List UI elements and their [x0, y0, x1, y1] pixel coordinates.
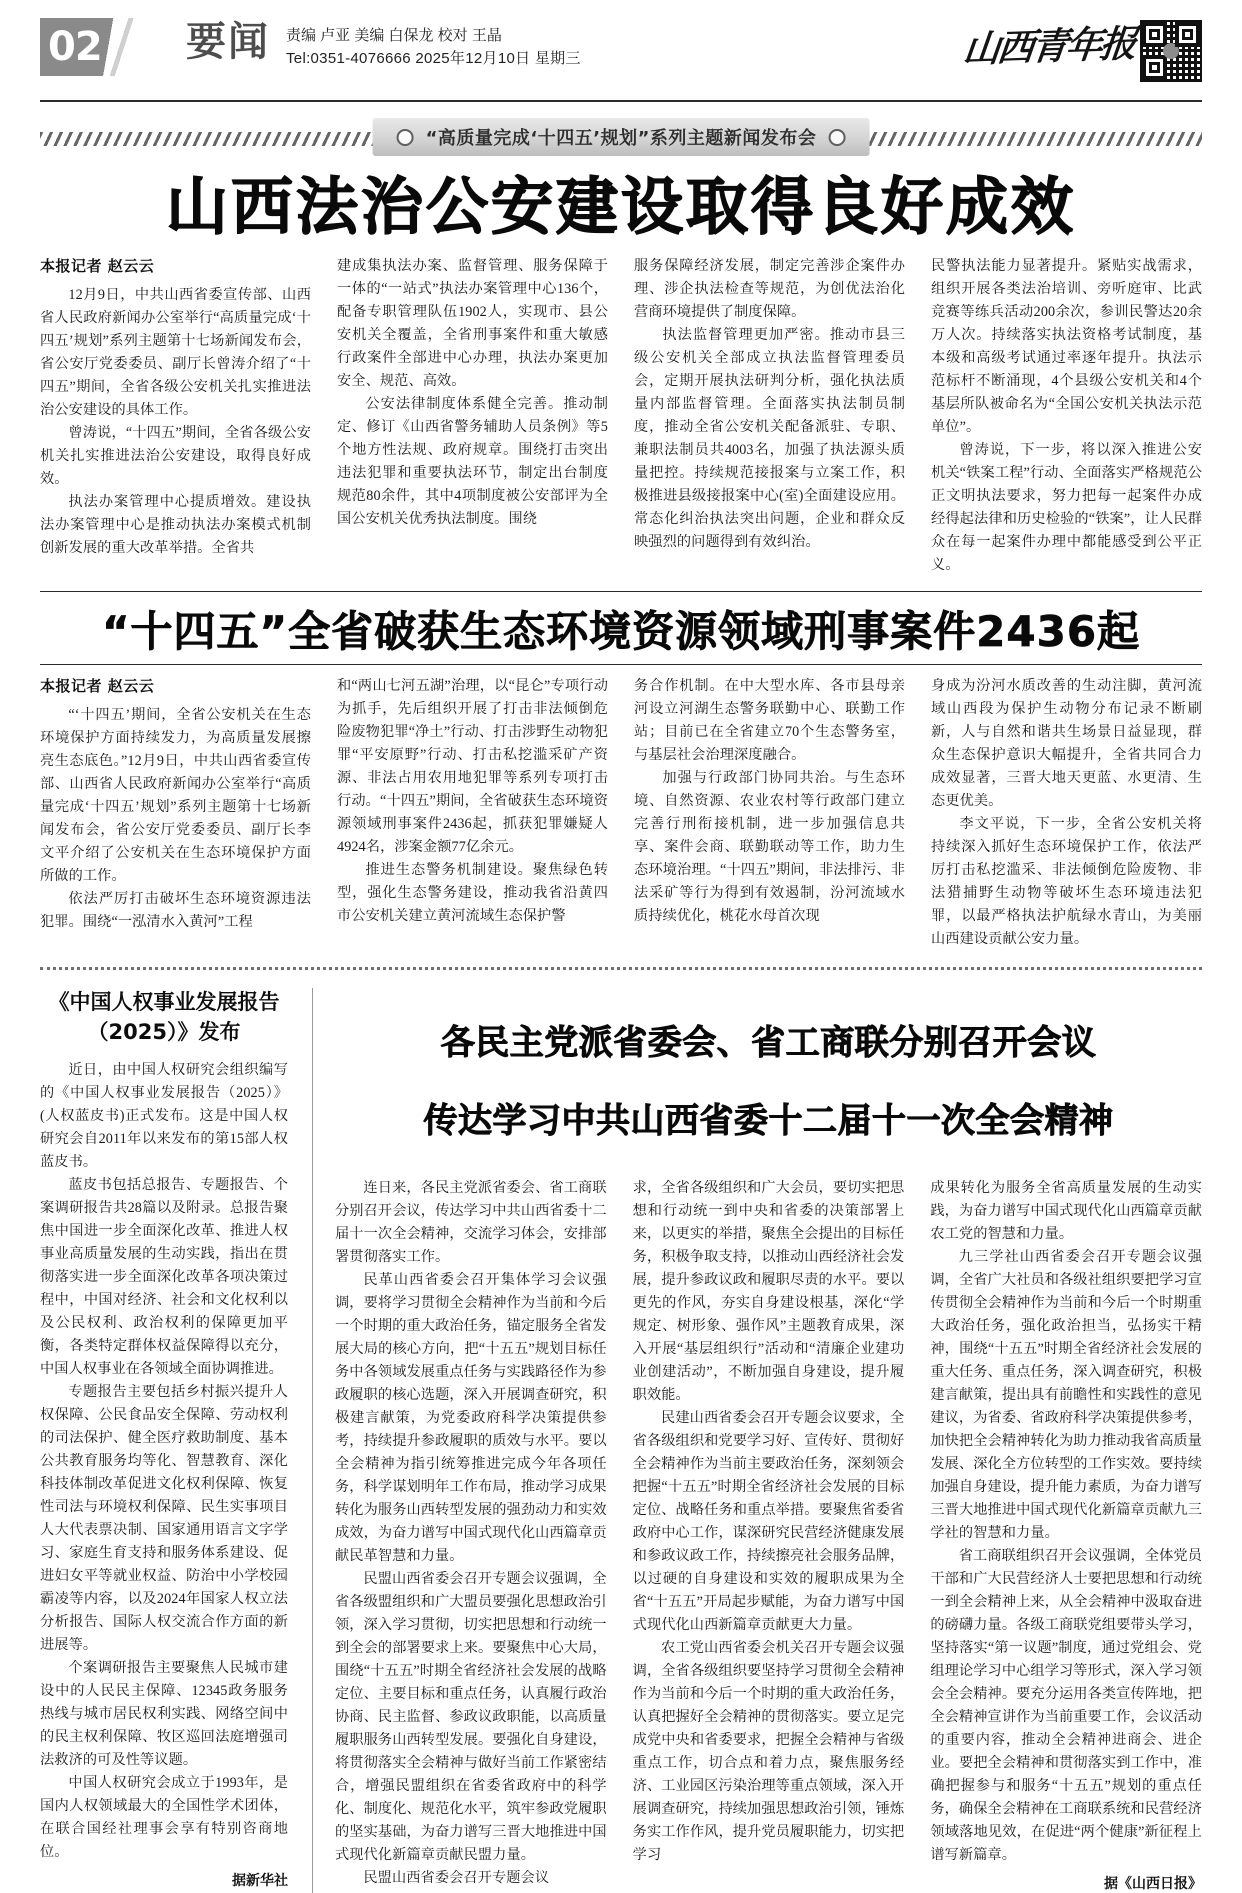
paper-logo: 山西青年报	[960, 21, 1137, 71]
sidebar-title: 《中国人权事业发展报告 （2025）》发布	[48, 990, 280, 1044]
sidebar-source: 据新华社	[232, 1873, 288, 1890]
paragraph: 民盟山西省委会召开专题会议	[363, 1870, 550, 1887]
paragraph: 农工党山西省委会机关召开专题会议强调，全省各级组织要坚持学习贯彻全会精神作为当前和今后一个时期的重大政治任务，认真把握好全会精神的贯彻落实。要立足完成党中央和省委要求，把握全会精神与省级重点工作，切合点和着力点，聚焦服务经济、工业园区污染治理等重点领域，深入开展调查研究，持续加强思想政治引领，锤炼务实工作作风，提升党员履职能力，切实把学习	[632, 1640, 905, 1864]
article-1-column-2	[337, 255, 608, 577]
article-1-column-1	[40, 255, 311, 577]
paragraph: 依法严厉打击破坏生态环境资源违法犯罪。围绕“一泓清水入黄河”工程	[40, 891, 311, 931]
article-3-column-3	[930, 1177, 1202, 1893]
paragraph: 中国人权研究会成立于1993年，是国内人权领域最大的全国性学术团体，在联合国经社理事会享有特别咨商地位。	[40, 1775, 288, 1861]
article-3-source: 据《山西日报》	[1103, 1876, 1202, 1893]
paragraph: 近日，由中国人权研究会组织编写的《中国人权事业发展报告（2025）》(人权蓝皮书)正式发布。这是中国人权研究会自2011年以来发布的第15部人权蓝皮书。	[40, 1062, 288, 1171]
paragraph: 曾涛说，“十四五”期间，全省各级公安机关扎实推进法治公安建设，取得良好成效。	[40, 424, 311, 487]
paragraph: 李文平说，下一步，全省公安机关将持续深入抓好生态环境保护工作，依法严厉打击私挖滥采、非法倾倒危险废物、非法猎捕野生动物等破坏生态环境违法犯罪，以最严格执法护航绿水青山，为美丽山西建设贡献公安力量。	[931, 816, 1202, 948]
paragraph: 执法监督管理更加严密。推动市县三级公安机关全部成立执法监督管理委员会，定期开展执法研判分析，强化执法质量内部监督管理。全面落实执法制员制度，推动全省公安机关配备派驻、专职、兼职法制员共4003名，加强了执法源头质量把控。持续规范接报案与立案工作，积极推进县级接报案中心(室)全面建设应用。常态化纠治执法突出问题，企业和群众反映强烈的问题得到有效纠治。	[634, 326, 905, 550]
paragraph: 个案调研报告主要聚焦人民城市建设中的人民民主保障、12345政务服务热线与城市居民权利实践、网络空间中的民主权利保障、牧区巡回法庭增强司法救济的可及性等议题。	[40, 1660, 288, 1769]
paragraph: 民革山西省委会召开集体学习会议强调，要将学习贯彻全会精神作为当前和今后一个时期的重大政治任务，锚定服务全省发展大局的核心方向，把“十五五”规划目标任务中各领域发展重点任务与实践路径作为参政履职的核心选题，深入开展调查研究，积极建言献策，为党委政府科学决策提供参考，持续提升参政履职的质效与水平。要以全会精神为指引统筹推进完成今年各项任务，科学谋划明年工作布局，推动学习成果转化为服务山西转型发展的强劲动力和实效成效，为奋力谱写中国式现代化山西篇章贡献民革智慧和力量。	[335, 1272, 607, 1565]
qr-center-icon	[1163, 43, 1179, 59]
article-3-column-2	[633, 1177, 905, 1893]
paragraph: 执法办案管理中心提质增效。建设执法办案管理中心是推动执法办案模式机制创新发展的重大改革举措。全省共	[40, 493, 311, 556]
paragraph: 连日来，各民主党派省委会、省工商联分别召开会议，传达学习中共山西省委十二届十一次全会精神，交流学习体会，安排部署贯彻落实工作。	[335, 1180, 607, 1266]
paragraph: 加强与行政部门协同共治。与生态环境、自然资源、农业农村等行政部门建立完善行刑衔接机制，进一步加强信息共享、案件会商、联勤联动等工作，助力生态环境治理。“十四五”期间，非法排污、非法采矿等行为得到有效遏制，汾河流域水质持续优化，桃花水母首次现	[634, 770, 905, 925]
article-3-headline-line-1: 各民主党派省委会、省工商联分别召开会议	[440, 1023, 1097, 1064]
masthead-brand	[960, 18, 1202, 82]
article-1-body	[40, 255, 1202, 577]
paragraph: 专题报告主要包括乡村振兴提升人权保障、公民食品安全保障、劳动权利的司法保护、健全医疗救助制度、基本公共教育服务均等化、智慧教育、深化科技体制改革促进文化权利保障、恢复性司法与环境权利保障、民生实事项目人大代表票决制、国家通用语言文字学习、家庭生育支持和服务体系建设、促进妇女平等就业权益、防治中小学校园霸凌等内容，以及2024年国家人权立法分析报告、国际人权交流合作方面的新进展等。	[40, 1384, 288, 1654]
banner-pill	[373, 118, 870, 156]
article-2-underline	[40, 664, 1202, 665]
section-name: 要闻	[186, 18, 270, 65]
series-banner	[40, 118, 1202, 158]
qr-finder-icon	[1142, 55, 1167, 80]
paragraph: 九三学社山西省委会召开专题会议强调，全省广大社员和各级社组织要把学习宣传贯彻全会精神作为当前和今后一个时期重大政治任务，强化政治担当，弘扬实干精神，围绕“十五五”时期全省经济社会发展的重大任务、重点任务，深入调查研究，积极建言献策，提出具有前瞻性和实践性的意见建议，为省委、省政府科学决策提供参考，加快把全会精神转化为助力推动我省高质量发展、深化全方位转型的工作实效。要持续加强自身建设，提升能力素质，为奋力谱写三晋大地推进中国式现代化新篇章贡献九三学社的智慧和力量。	[930, 1249, 1202, 1542]
paragraph: 曾涛说，下一步，将以深入推进公安机关“铁案工程”行动、全面落实严格规范公正文明执法要求，努力把每一起案件办成经得起法律和历史检验的“铁案”，让人民群众在每一起案件办理中都能感受到公平正义。	[931, 441, 1202, 573]
bottom-section	[40, 988, 1202, 1893]
banner-text: “高质量完成‘十四五’规划”系列主题新闻发布会	[425, 128, 817, 149]
article-1-column-3	[634, 255, 905, 577]
page-number: 02	[48, 24, 102, 70]
article-1-column-4	[931, 255, 1202, 577]
article-2-column-4	[931, 675, 1202, 951]
paragraph: “‘十四五’期间，全省公安机关在生态环境保护方面持续发力，为高质量发展擦亮生态底色。”12月9日，中共山西省委宣传部、山西省人民政府新闻办公室举行“高质量完成‘十四五’规划”系列主题第十七场新闻发布会，省公安厅党委委员、副厅长李文平介绍了公安机关在生态环境保护方面所做的工作。	[40, 707, 311, 885]
paragraph: 民盟山西省委会召开专题会议强调，全省各级盟组织和广大盟员要强化思想政治引领，深入学习贯彻，切实把思想和行动统一到全会的部署要求上来。要聚焦中心大局，围绕“十五五”时期全省经济社会发展的战略定位、主要目标和重点任务，认真履行政治协商、民主监督、参政议政职能，以高质量履职服务山西转型发展。要强化自身建设，将贯彻落实全会精神与做好当前工作紧密结合，增强民盟组织在省委省政府中的科学化、制度化、规范化水平，筑牢参政党履职的坚实基础，为奋力谱写三晋大地推进中国式现代化新篇章贡献民盟力量。	[335, 1571, 607, 1864]
article-3-headline-line-2: 传达学习中共山西省委十二届十一次全会精神	[423, 1100, 1114, 1141]
article-1-headline: 山西法治公安建设取得良好成效	[165, 170, 1076, 243]
paragraph: 推进生态警务机制建设。聚焦绿色转型，强化生态警务建设，推动我省沿黄四市公安机关建立黄河流域生态保护警	[337, 862, 608, 925]
masthead	[40, 0, 1202, 96]
credits-line-1: 责编 卢亚 美编 白保龙 校对 王晶	[286, 27, 502, 44]
paragraph: 12月9日，中共山西省委宣传部、山西省人民政府新闻办公室举行“高质量完成‘十四五’规划”系列主题第十七场新闻发布会，省公安厅党委委员、副厅长曾涛介绍了“十四五”期间，全省各级公安机关扎实推进法治公安建设的具体工作。	[40, 286, 311, 418]
article-2-column-1	[40, 675, 311, 951]
article-3-column-1	[335, 1177, 607, 1893]
masthead-credits	[286, 24, 581, 71]
paragraph: 民建山西省委会召开专题会议要求，全省各级组织和党要学习好、宣传好、贯彻好全会精神作为当前主要政治任务，深刻领会把握“十五五”时期全省经济社会发展的目标定位、战略任务和重点举措。要聚焦省委省政府中心工作，谋深研究民营经济健康发展和参政议政工作，持续擦亮社会服务品牌，以过硬的自身建设和实效的履职成果为全省“十五五”开局起步赋能，为奋力谱写中国式现代化山西新篇章贡献更大力量。	[632, 1410, 905, 1634]
article-2-column-2	[337, 675, 608, 951]
diamond-mark-icon	[397, 129, 414, 146]
section-divider-1	[40, 591, 1202, 592]
paragraph: 建成集执法办案、监督管理、服务保障于一体的“一站式”执法办案管理中心136个，配备专职管理队伍1902人，实现市、县公安机关全覆盖，全省刑事案件和重大敏感行政案件全部进中心办理，执法办案更加安全、规范、高效。	[337, 257, 608, 389]
qr-code-icon[interactable]	[1140, 20, 1202, 82]
paragraph: 公安法律制度体系健全完善。推动制定、修订《山西省警务辅助人员条例》等5个地方性法规、政府规章。围绕打击突出违法犯罪和重要执法环节，制定出台制度规范80余件，其中4项制度被公安部评为全国公安机关优秀执法制度。围绕	[337, 395, 608, 527]
sidebar-article	[40, 988, 288, 1893]
paragraph: 求，全省各级组织和广大会员，要切实把思想和行动统一到中央和省委的决策部署上来，以更实的举措，聚焦全会提出的目标任务，积极争取支持，以推动山西经济社会发展，提升参政议政和履职尽责的水平。要以更先的作风，夯实自身建设根基，深化“学规定、树形象、强作风”主题教育成果，深入开展“基层组织行”活动和“清廉企业建功业创建活动”，不断加强自身建设，提升履职效能。	[632, 1180, 905, 1404]
article-2-column-3	[634, 675, 905, 951]
article-3-body	[335, 1177, 1202, 1893]
paragraph: 成果转化为服务全省高质量发展的生动实践，为奋力谱写中国式现代化山西篇章贡献农工党的智慧和力量。	[930, 1180, 1202, 1243]
paragraph: 民警执法能力显著提升。紧贴实战需求，组织开展各类法治培训、旁听庭审、比武竞赛等练兵活动200余次，参训民警达20余万人次。持续落实执法资格考试制度，基本级和高级考试通过率逐年提升。执法示范标杆不断涌现，4个县级公安机关和4个基层所队被命名为“全国公安机关执法示范单位”。	[931, 257, 1202, 435]
article-2-headline: “十四五”全省破获生态环境资源领域刑事案件2436起	[101, 606, 1141, 656]
page-number-badge	[40, 18, 148, 76]
diamond-mark-icon	[828, 129, 845, 146]
paragraph: 服务保障经济发展，制定完善涉企案件办理、涉企执法检查等规范，为创优法治化营商环境提供了制度保障。	[634, 257, 905, 320]
paragraph: 省工商联组织召开会议强调，全体党员干部和广大民营经济人士要把思想和行动统一到全会精神上来，从全会精神中汲取奋进的磅礴力量。各级工商联党组要带头学习，坚持落实“第一议题”制度，通过党组会、党组理论学习中心组学习等形式，深入学习领会全会精神。要充分运用各类宣传阵地，把全会精神宣讲作为当前重要工作，会议活动的重要内容，推动全会精神进商会、进企业。要把全会精神和贯彻落实到工作中，准确把握参与和服务“十五五”规划的重点任务，确保全会精神在工商联系统和民营经济领域落地见效，在促进“两个健康”新征程上谱写新篇章。	[930, 1548, 1202, 1864]
paragraph: 身成为汾河水质改善的生动注脚，黄河流域山西段为保护生动物分布记录不断刷新，人与自然和谐共生场景日益显现，群众生态保护意识大幅提升，全省共同合力成效显著，三晋大地天更蓝、水更清、生态更优美。	[931, 678, 1202, 810]
article-2-body	[40, 675, 1202, 951]
credits-line-2: Tel:0351-4076666 2025年12月10日 星期三	[286, 50, 581, 68]
article-1-byline: 本报记者 赵云云	[40, 256, 155, 275]
article-2-byline: 本报记者 赵云云	[40, 677, 155, 696]
masthead-divider	[40, 100, 1202, 102]
paragraph: 和“两山七河五湖”治理，以“昆仑”专项行动为抓手，先后组织开展了打击非法倾倒危险废物犯罪“净土”行动、打击涉野生动物犯罪“平安原野”行动、打击私挖滥采矿产资源、非法占用农用地犯罪等系列专项打击行动。“十四五”期间，全省破获生态环境资源领域刑事案件2436起，抓获犯罪嫌疑人4924名，涉案金额77亿余元。	[337, 678, 608, 856]
paragraph: 务合作机制。在中大型水库、各市县母亲河设立河湖生态警务联勤中心、联勤工作站；目前已在全省建立70个生态警务室，与基层社会治理深度融合。	[634, 678, 905, 764]
article-3	[312, 988, 1202, 1893]
section-divider-2	[40, 967, 1202, 970]
paragraph: 蓝皮书包括总报告、专题报告、个案调研报告共28篇以及附录。总报告聚焦中国进一步全面深化改革、推进人权事业高质量发展的生动实践，指出在贯彻落实进一步全面深化改革各项决策过程中，中国对经济、社会和文化权利以及公民权利、政治权利的保障更加平衡，各类特定群体权益保障得以充分，中国人权事业在各领域全面协调推进。	[40, 1177, 288, 1378]
